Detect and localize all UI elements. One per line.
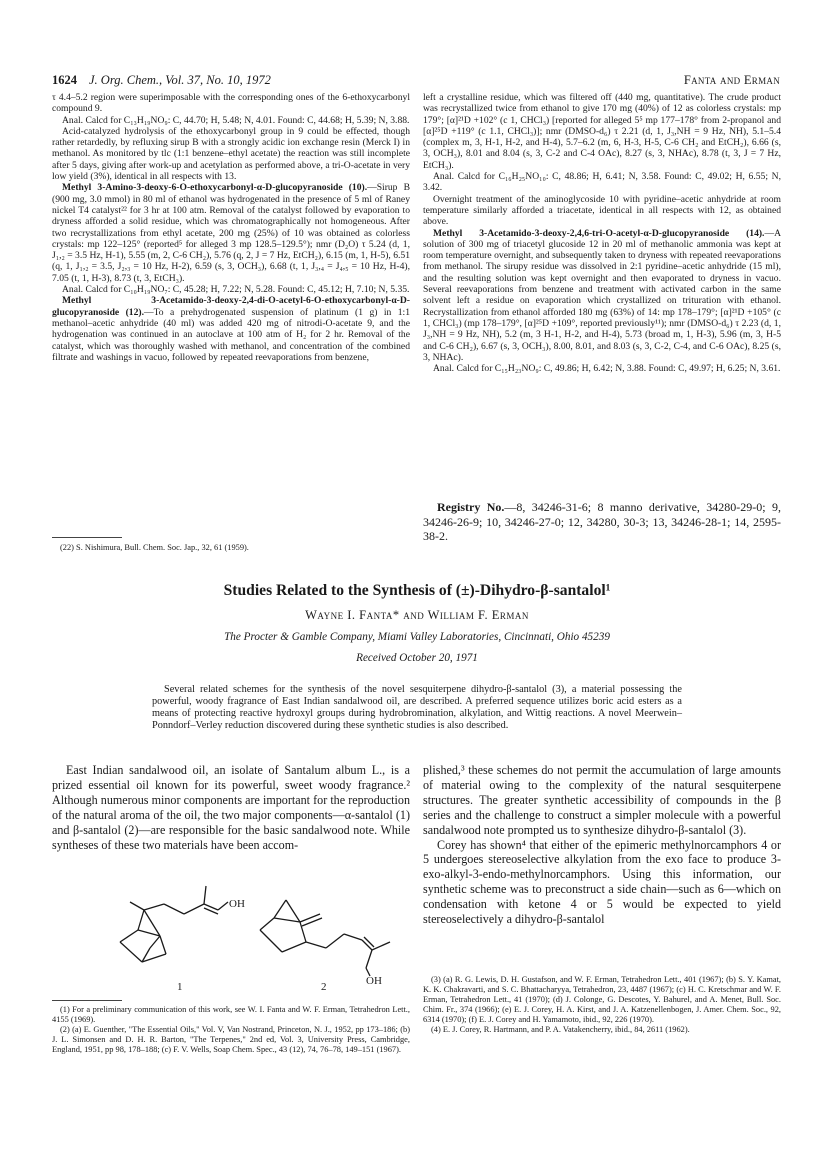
paragraph: plished,³ these schemes do not permit the accumulation of large amounts of material owing to the complexity of the natural sesquiterpene structures. The greater synthetic accessibility of compounds in the β series and the challenge to construct a simpler molecule with a powerful sandalwood note prompted us to synthesize dihydro-β-santalol (3). bbox=[423, 763, 781, 837]
compound-12-text: —To a prehydrogenated suspension of platinum (1 g) in 1:1 methanol–acetic anhydride (40 ml) was added 420 mg of nitrodi-O-acetate 9, and the hydrogenation was continued in an autoclave at 100 atm of H₂ for 2 hr. Removal of the catalyst, which was thoroughly washed with methanol, and concentration of the combined filtrate and washings in vacuo, followed by repeated reevaporations from benzene, bbox=[52, 306, 410, 363]
paragraph: Overnight treatment of the aminoglycoside 10 with pyridine–acetic anhydride at room temperature similarly afforded a triacetate, identical in all respects with 12, as obtained above. bbox=[423, 193, 781, 228]
article-authors: Wayne I. Fanta* and William F. Erman bbox=[305, 608, 529, 622]
structure-2-label: 2 bbox=[321, 981, 327, 993]
intro-paragraph: East Indian sandalwood oil, an isolate of Santalum album L., is a prized essential oil known for its powerful, sweet woody fragrance.² Although numerous minor components are important for the reproduction of the natural aroma of the oil, the two major components—α-santalol (1) and β-santalol (2)—are responsible for the basic sandalwood note. While syntheses of these two materials have been accom- bbox=[52, 763, 410, 852]
footnote-rule bbox=[52, 1000, 122, 1001]
abstract: Several related schemes for the synthesis of the novel sesquiterpene dihydro-β-santalol (3), a material possessing the powerful, woody fragrance of East Indian sandalwood oil, are described. A preferred sequence utilizes boric acid esters as a means of protecting reactive hydroxyl groups during hydrobromination, alkylation, and Wittig reactions. A novel Meerwein–Ponndorf–Verley reduction discovered during these synthetic studies is also described. bbox=[152, 684, 682, 732]
registry-text: —8, 34246-31-6; 8 manno derivative, 34280-29-0; 9, 34246-26-9; 10, 34246-27-0; 12, 34280, 30-3; 13, 34246-28-1; 14, 2595-38-2. bbox=[423, 500, 781, 544]
footnote-3: (3) (a) R. G. Lewis, D. H. Gustafson, and W. F. Erman, Tetrahedron Lett., 401 (1967); (b) S. Y. Kamat, K. K. Chakravarti, and S. C. Bhattacharyya, Tetrahedron, 23, 4487 (1967); (c) H. C. Kretschmar and W. F. Erman, Tetrahedron Lett., 41 (1970); (d) J. Colonge, G. Descotes, Y. Bahurel, and A. Menet, Bull. Soc. Chim. Fr., 374 (1966); (e) E. J. Corey, H. A. Kirst, and J. A. Katzenellenbogen, J. Amer. Chem. Soc., 92, 6314 (1970); (f) E. J. Corey and H. Yamamoto, ibid., 92, 226 (1970). bbox=[423, 975, 781, 1024]
page-number: 1624 bbox=[52, 73, 77, 87]
oh-label-1: OH bbox=[229, 898, 245, 910]
alpha-santalol-structure bbox=[120, 886, 228, 962]
paragraph: Corey has shown⁴ that either of the epimeric methylnorcamphors 4 or 5 undergoes stereoselective alkylation from the exo face to produce 3-exo-alkyl-3-endo-methylnorcamphors. Using this information, our synthetic scheme was to preconstruct a side chain—such as 6—which on condensation with ketone 4 or 5 would be expected to yield stereoselectively a dihydro-β-santalol bbox=[423, 837, 781, 927]
analysis-14: Anal. Calcd for C₁₅H₂₃NO₉: C, 49.86; H, 6.42; N, 3.88. Found: C, 49.97; H, 6.25; N, 3.61. bbox=[433, 363, 781, 375]
top-right-column bbox=[423, 92, 781, 374]
compound-12-paragraph bbox=[52, 295, 410, 363]
affiliation: The Procter & Gamble Company, Miami Valley Laboratories, Cincinnati, Ohio 45239 bbox=[224, 631, 610, 643]
compound-12-heading: Methyl 3-Acetamido-3-deoxy-2,4-di-O-acetyl-6-O-ethoxycarbonyl-α-D-glucopyranoside (12). bbox=[52, 295, 410, 318]
body-right-column bbox=[423, 763, 781, 927]
running-authors: Fanta and Erman bbox=[683, 73, 780, 87]
footnote-22: (22) S. Nishimura, Bull. Chem. Soc. Jap., 32, 61 (1959). bbox=[60, 543, 249, 552]
analysis-9: Anal. Calcd for C₁₃H₁₉NO₉: C, 44.70; H, 5.48; N, 4.01. Found: C, 44.68; H, 5.39; N, 3.88. bbox=[62, 114, 410, 126]
body-left-column bbox=[52, 763, 410, 852]
structure-1-label: 1 bbox=[177, 981, 183, 993]
footnote-2: (2) (a) E. Guenther, "The Essential Oils," Vol. V, Van Nostrand, Princeton, N. J., 1952, pp 173–186; (b) J. L. Simonsen and D. H. R. Barton, "The Terpenes," 2nd ed, Vol. 3, University Press, Cambridge, England, 1951, pp 98, 178–188; (c) F. V. Wells, Soap Chem. Spec., 43 (12), 74, 76–78, 149–151 (1967). bbox=[52, 1025, 410, 1054]
analysis-10: Anal. Calcd for C₁₀H₁₉NO₇: C, 45.28; H, 7.22; N, 5.28. Found: C, 45.12; H, 7.10; N, 5.35. bbox=[62, 284, 410, 296]
top-left-column bbox=[52, 92, 410, 363]
compound-14-paragraph bbox=[423, 228, 781, 364]
oh-label-2: OH bbox=[366, 975, 382, 987]
received-date: Received October 20, 1971 bbox=[356, 652, 478, 664]
footnote-1: (1) For a preliminary communication of this work, see W. I. Fanta and W. F. Erman, Tetrahedron Lett., 4155 (1969). bbox=[52, 1005, 410, 1024]
compound-14-text: —A solution of 300 mg of triacetyl glucoside 12 in 20 ml of methanolic ammonia was kept at room temperature overnight, and subsequently taken to dryness with repeated reevaporations from methanol. The sirupy residue was dissolved in 2:1 pyridine–acetic anhydride (15 ml), and the resulting solution was kept overnight and then evaporated to dryness in vacuo. Several reevaporations from benzene and treatment with activated carbon in the same solvent left a residue on evaporation which crystallized on trituration with ethanol. Recrystallization from ethanol afforded 180 mg (63%) of 14: mp 178–179°; [α]²¹D +105° (c 1, CHCl₃) (mp 178–179°, [α]²⁵D +109°, reported previously¹¹); nmr (DMSO-d₆) τ 2.23 (d, 1, J₃,NH = 9 Hz, NH), 5.2 (m, 3 H-1, H-2, and H-4), 5.73 (broad m, 1, H-3), 5.96 (m, 3, H-5 and C-6 CH₂), 6.67 (s, 3, OCH₃), 8.00, 8.01, and 8.03 (s, 3, C-2, C-4, and C-6 OAc), 8.25 (s, 3, NHAc). bbox=[423, 227, 781, 363]
paragraph: Acid-catalyzed hydrolysis of the ethoxycarbonyl group in 9 could be effected, though rather retardedly, by refluxing sirup B with a strongly acidic ion exchange resin (Merck I) in methanol. As monitored by tlc (1:1 benzene–ethyl acetate) the reaction was still incomplete after 5 days, giving after work-up and acetylation as performed above, a tri-O-acetate in very low yield (3%), identical in all respects with 13. bbox=[52, 125, 410, 183]
footnote-4: (4) E. J. Corey, R. Hartmann, and P. A. Vatakencherry, ibid., 84, 2611 (1962). bbox=[431, 1025, 690, 1034]
footnotes-right bbox=[423, 975, 781, 1035]
footnote-rule bbox=[52, 537, 122, 538]
journal-header: J. Org. Chem., Vol. 37, No. 10, 1972 bbox=[89, 73, 271, 87]
article-title: Studies Related to the Synthesis of (±)-Dihydro-β-santalol¹ bbox=[223, 582, 611, 599]
paragraph: τ 4.4–5.2 region were superimposable with the corresponding ones of the 6-ethoxycarbonyl compound 9. bbox=[52, 92, 410, 115]
compound-14-heading: Methyl 3-Acetamido-3-deoxy-2,4,6-tri-O-acetyl-α-D-glucopyranoside (14). bbox=[433, 227, 765, 239]
analysis-12: Anal. Calcd for C₁₆H₂₅NO₁₀: C, 48.86; H, 6.41; N, 3.58. Found: C, 49.02; H, 6.55; N, 3.42. bbox=[423, 171, 781, 194]
registry-label: Registry No. bbox=[437, 500, 505, 514]
beta-santalol-structure bbox=[260, 900, 390, 976]
registry-numbers bbox=[423, 500, 781, 544]
santalol-structures bbox=[100, 880, 400, 1000]
compound-10-paragraph bbox=[52, 182, 410, 284]
paragraph: left a crystalline residue, which was filtered off (440 mg, quantitative). The crude product was recrystallized twice from ethanol to give 170 mg (40%) of 12 as colorless crystals: mp 179°; [α]²¹D +102° (c 1, CHCl₃) [reported for alleged 5⁵ mp 177–178° from 2-propanol and [α]²⁵D +119° (c 1.1, CHCl₃)]; nmr (DMSO-d₆) τ 2.21 (d, 1, J₃,NH = 9 Hz, NH), 5.1–5.4 (complex m, 3, H-1, H-2, and H-4), 5.7–6.2 (m, 6, H-3, H-5, C-6 CH₂ and EtCH₂), 6.66 (s, 3, OCH₃), 8.01 and 8.04 (s, 3, C-2 and C-4 OAc), 8.27 (s, 3, NHAc), 8.78 (t, 3, J = 7 Hz, EtCH₃). bbox=[423, 92, 781, 171]
footnotes-left bbox=[52, 1005, 410, 1055]
compound-10-text: —Sirup B (900 mg, 3.0 mmol) in 80 ml of ethanol was hydrogenated in the presence of 5 ml of Raney nickel T4 catalyst²² for 3 hr at 100 atm. Removal of the catalyst followed by evaporation to dryness afforded a solid residue, which was chromatographically not homogeneous. After two recrystallizations from ethyl acetate, 200 mg (25%) of 10 was obtained as colorless crystals: mp 122–125° (reported⁵ for alleged 3 mp 128.5–129.5°); nmr (D₂O) τ 5.24 (d, 1, J₁,₂ = 3.5 Hz, H-1), 5.55 (m, 2, C-6 CH₂), 5.76 (q, 2, J = 7 Hz, EtCH₂), 6.15 (m, 1, H-5), 6.51 (q, 1, J₁,₂ = 3.5, J₂,₃ = 10 Hz, H-2), 6.59 (s, 3, OCH₃), 6.68 (t, 1, J₃,₄ = J₄,₅ = 10 Hz, H-4), 7.05 (t, 1, H-3), 8.73 (t, 3, EtCH₃). bbox=[52, 182, 410, 284]
compound-10-heading: Methyl 3-Amino-3-deoxy-6-O-ethoxycarbonyl-α-D-glucopyranoside (10). bbox=[62, 182, 368, 194]
